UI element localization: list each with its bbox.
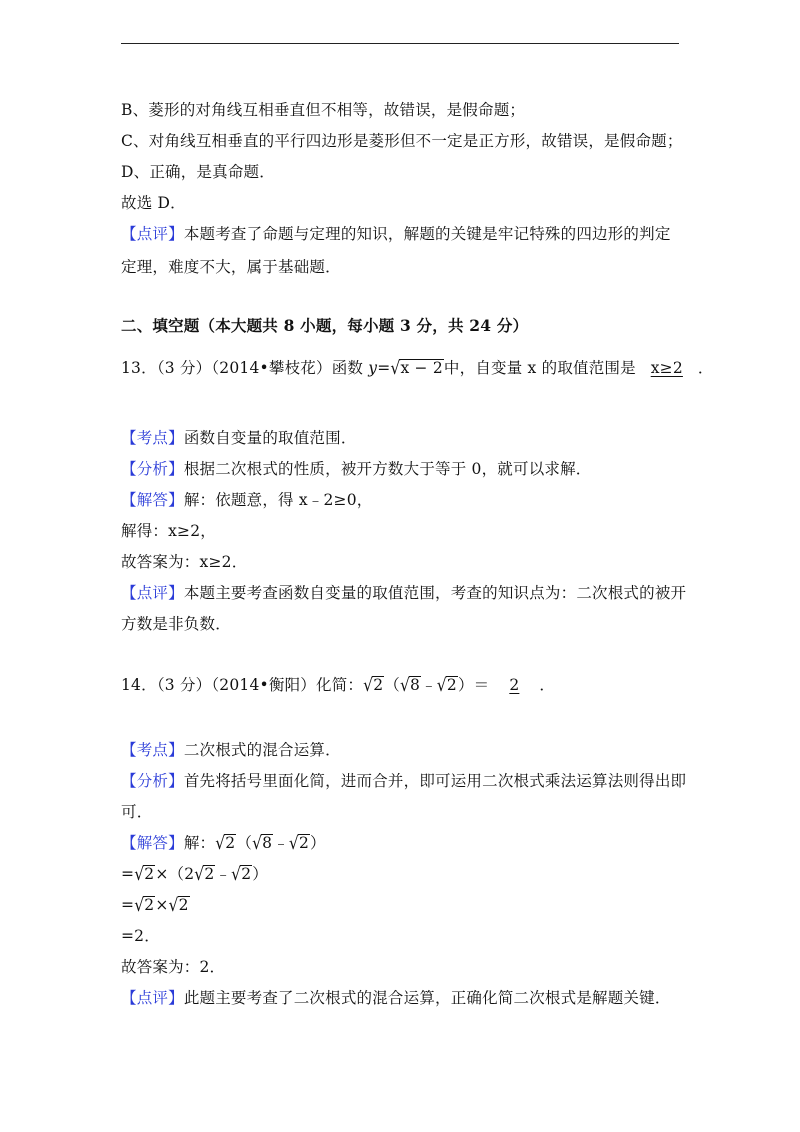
jieda-text: 解： bbox=[183, 834, 216, 852]
q13-step: 解得：x≥2， bbox=[121, 522, 216, 540]
sqrt-8 bbox=[400, 675, 421, 695]
paren-left: （ bbox=[236, 834, 253, 852]
dianping-text: 本题主要考查函数自变量的取值范围，考查的知识点为：二次根式的被开 bbox=[183, 584, 687, 602]
option-d-line: D、正确，是真命题． bbox=[121, 163, 275, 181]
question-14 bbox=[121, 675, 555, 695]
q14-end: ． bbox=[539, 676, 556, 694]
jieda-tag: 【解答】 bbox=[121, 834, 184, 852]
radicand: 2 bbox=[241, 865, 252, 883]
q14-kaodian bbox=[121, 740, 341, 760]
radicand: 2 bbox=[225, 834, 236, 852]
times: × bbox=[155, 865, 169, 883]
times: × bbox=[155, 896, 169, 914]
minus: ﹣ bbox=[421, 676, 437, 694]
q14-step-1 bbox=[121, 864, 268, 884]
fenxi-tag: 【分析】 bbox=[121, 772, 184, 790]
dianping-tag: 【点评】 bbox=[121, 584, 184, 602]
fenxi-text: 根据二次根式的性质，被开方数大于等于 0，就可以求解． bbox=[183, 460, 592, 478]
review-12-line-1 bbox=[121, 224, 671, 244]
paren-left-2: （2 bbox=[168, 865, 195, 883]
equals: = bbox=[121, 896, 135, 914]
fenxi-tag: 【分析】 bbox=[121, 460, 184, 478]
radicand: 8 bbox=[262, 834, 273, 852]
q14-dianping bbox=[121, 988, 671, 1008]
answer-blank: 2 bbox=[509, 676, 520, 694]
radical-sign: √ bbox=[390, 357, 401, 379]
q13-kaodian bbox=[121, 428, 357, 448]
q13-y: y bbox=[368, 359, 378, 377]
q13-fenxi bbox=[121, 459, 592, 479]
radical-sign: √ bbox=[436, 674, 447, 696]
equals: ＝ bbox=[473, 676, 490, 694]
radical-sign: √ bbox=[215, 832, 226, 854]
radicand: 8 bbox=[410, 676, 421, 694]
radicand: 2 bbox=[373, 676, 384, 694]
equals: = bbox=[121, 865, 135, 883]
q13-end: ． bbox=[697, 359, 714, 377]
q14-result: =2． bbox=[121, 927, 160, 945]
answer-blank: x≥2 bbox=[650, 359, 683, 377]
sqrt-2 bbox=[169, 895, 190, 915]
radical-sign: √ bbox=[168, 894, 179, 916]
answer-line: 故选 D． bbox=[121, 194, 186, 212]
review-text: 本题考查了命题与定理的知识，解题的关键是牢记特殊的四边形的判定 bbox=[183, 225, 671, 243]
sqrt-2 bbox=[437, 675, 458, 695]
radicand: x − 2 bbox=[400, 359, 443, 377]
minus: ﹣ bbox=[273, 834, 289, 852]
q13-jieda bbox=[121, 490, 373, 510]
sqrt-8 bbox=[252, 833, 273, 853]
radical-sign: √ bbox=[288, 832, 299, 854]
q14-prefix: 14．（3 分）（2014•衡阳）化简： bbox=[121, 676, 364, 694]
question-13 bbox=[121, 358, 714, 378]
paren-right: ） bbox=[252, 865, 268, 883]
q14-jieda bbox=[121, 833, 326, 853]
q14-fenxi-1 bbox=[121, 771, 686, 791]
option-b-line: B、菱形的对角线互相垂直但不相等，故错误，是假命题； bbox=[121, 101, 526, 119]
radicand: 2 bbox=[144, 896, 155, 914]
jieda-text: 解：依题意，得 x﹣2≥0， bbox=[183, 491, 373, 509]
q13-mid: 中，自变量 x 的取值范围是 bbox=[443, 359, 636, 377]
q14-step-2 bbox=[121, 895, 190, 915]
radical-sign: √ bbox=[252, 832, 263, 854]
q14-fenxi-2: 可． bbox=[121, 803, 153, 821]
dianping-tag: 【点评】 bbox=[121, 989, 184, 1007]
sqrt-expression bbox=[390, 358, 444, 378]
review-tag: 【点评】 bbox=[121, 225, 184, 243]
kaodian-text: 二次根式的混合运算． bbox=[183, 741, 341, 759]
sqrt-2 bbox=[134, 895, 155, 915]
radical-sign: √ bbox=[231, 863, 242, 885]
radicand: 2 bbox=[204, 865, 215, 883]
q13-prefix: 13．（3 分）（2014•攀枝花）函数 bbox=[121, 359, 369, 377]
sqrt-2 bbox=[231, 864, 252, 884]
fenxi-text: 首先将括号里面化简，进而合并，即可运用二次根式乘法运算法则得出即 bbox=[183, 772, 687, 790]
review-12-line-2: 定理，难度不大，属于基础题． bbox=[121, 258, 341, 276]
radical-sign: √ bbox=[363, 674, 374, 696]
section-title: 二、填空题（本大题共 8 小题，每小题 3 分，共 24 分） bbox=[121, 316, 529, 335]
paren-right: ） bbox=[310, 834, 326, 852]
paren-right: ） bbox=[457, 676, 474, 694]
dianping-text: 此题主要考查了二次根式的混合运算，正确化简二次根式是解题关键． bbox=[183, 989, 671, 1007]
jieda-tag: 【解答】 bbox=[121, 491, 184, 509]
sqrt-2 bbox=[134, 864, 155, 884]
header-rule bbox=[121, 43, 679, 44]
paren-left: （ bbox=[384, 676, 400, 694]
option-c-line: C、对角线互相垂直的平行四边形是菱形但不一定是正方形，故错误，是假命题； bbox=[121, 132, 683, 150]
sqrt-2 bbox=[194, 864, 215, 884]
minus: ﹣ bbox=[215, 865, 232, 883]
radicand: 2 bbox=[298, 834, 310, 852]
kaodian-text: 函数自变量的取值范围． bbox=[183, 429, 357, 447]
q13-final: 故答案为：x≥2． bbox=[121, 553, 248, 571]
kaodian-tag: 【考点】 bbox=[121, 741, 184, 759]
radicand: 2 bbox=[178, 896, 189, 914]
sqrt-2 bbox=[215, 833, 236, 853]
radicand: 2 bbox=[144, 865, 155, 883]
kaodian-tag: 【考点】 bbox=[121, 429, 184, 447]
q13-eq: = bbox=[377, 359, 391, 377]
q14-final: 故答案为：2． bbox=[121, 958, 226, 976]
sqrt-2 bbox=[289, 833, 310, 853]
radical-sign: √ bbox=[399, 674, 411, 696]
radical-sign: √ bbox=[134, 863, 145, 885]
q13-dianping-2: 方数是非负数． bbox=[121, 615, 231, 633]
q13-dianping-1 bbox=[121, 583, 686, 603]
radicand: 2 bbox=[446, 676, 457, 694]
sqrt-2 bbox=[363, 675, 384, 695]
radical-sign: √ bbox=[134, 894, 145, 916]
radical-sign: √ bbox=[194, 863, 205, 885]
